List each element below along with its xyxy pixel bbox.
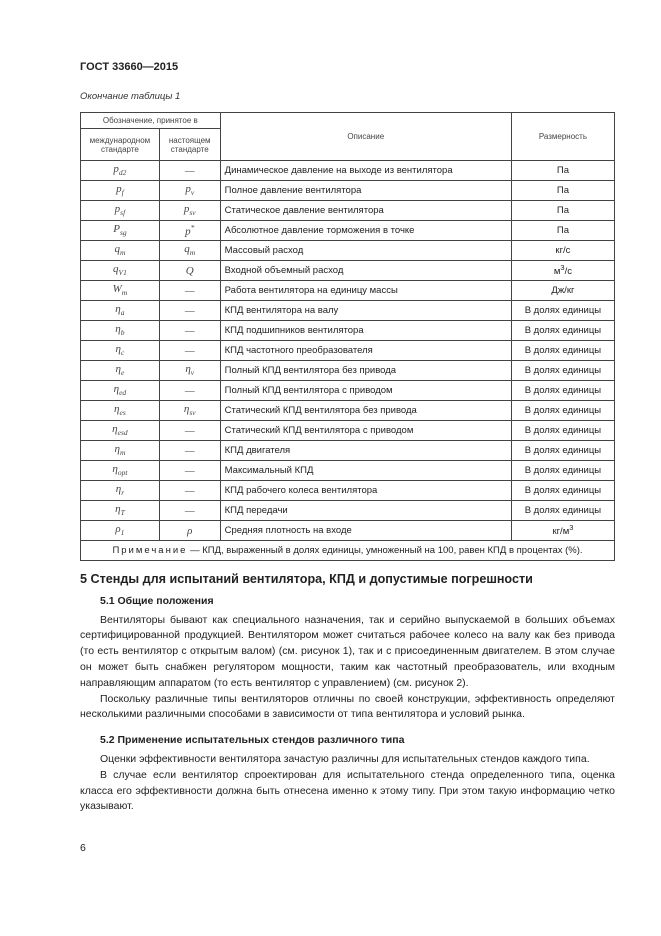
unit-suffix: /с [564, 266, 572, 278]
symbol-intl-base: η [112, 423, 118, 436]
col-header-unit: Размерность [511, 113, 614, 161]
symbol-intl-subscript: esd [117, 428, 128, 438]
table-row [81, 441, 615, 461]
table-row [81, 281, 615, 301]
symbol-intl-base: η [114, 443, 120, 456]
unit [511, 521, 614, 541]
section-5 [80, 572, 615, 815]
description: Абсолютное давление торможения в точке [220, 221, 511, 241]
symbol-intl-base: ρ [115, 523, 121, 536]
symbol-this-base: — [184, 284, 195, 297]
symbol-this-base: — [184, 444, 195, 457]
description: Полный КПД вентилятора с приводом [220, 381, 511, 401]
page-number: 6 [80, 842, 86, 854]
symbol-intl-base: η [112, 463, 118, 476]
table-row [81, 421, 615, 441]
symbol-this-standard [159, 401, 220, 421]
symbol-international [81, 381, 160, 401]
symbol-intl-subscript: sg [119, 228, 127, 238]
unit [511, 321, 614, 341]
symbol-international [81, 241, 160, 261]
symbol-this-base: p [185, 183, 191, 196]
unit [511, 221, 614, 241]
symbol-intl-subscript: d2 [118, 168, 127, 178]
paragraph: Вентиляторы бывают как специального назначения, так и серийно выпускаемой в больших объемах сертифицированной продукцией. Вентилятором может считаться рабочее колесо на валу как без привода (то есть вентилятор с открытым валом) (см. рисунок 1), так и с присоединенным двигателем. В этом случае он может быть снабжен регулятором мощности, таким как частотный преобразователь, или входным направляющим аппаратом (то есть вентилятор с управлением) (см. рисунок 2). [80, 613, 615, 689]
table-row [81, 521, 615, 541]
symbol-intl-subscript: c [120, 348, 125, 358]
description: Максимальный КПД [220, 461, 511, 481]
unit-text: Па [556, 185, 569, 196]
symbol-this-subscript: v [190, 368, 195, 378]
unit-text: В долях единицы [524, 465, 602, 476]
unit [511, 241, 614, 261]
description: КПД рабочего колеса вентилятора [220, 481, 511, 501]
description: Полное давление вентилятора [220, 181, 511, 201]
symbol-intl-base: p [113, 163, 119, 176]
table-row [81, 461, 615, 481]
symbol-intl-subscript: r [121, 488, 125, 498]
symbol-intl-subscript: V1 [118, 268, 127, 278]
symbol-this-standard [159, 321, 220, 341]
symbol-this-standard [159, 481, 220, 501]
symbol-intl-subscript: opt [117, 468, 128, 478]
unit-text: В долях единицы [524, 325, 602, 336]
table-note [81, 541, 615, 561]
symbol-this-base: — [184, 324, 195, 337]
symbol-international [81, 261, 160, 281]
unit-text: Па [556, 205, 569, 216]
unit [511, 361, 614, 381]
symbol-intl-base: q [114, 243, 120, 256]
symbol-this-base: — [184, 384, 195, 397]
unit-text: В долях единицы [524, 305, 602, 316]
unit [511, 301, 614, 321]
description: Динамическое давление на выходе из вентилятора [220, 161, 511, 181]
symbol-intl-subscript: es [119, 408, 126, 418]
symbol-international [81, 461, 160, 481]
symbol-intl-subscript: f [121, 188, 124, 198]
unit-text: кг/с [555, 245, 571, 256]
symbol-intl-subscript: T [120, 508, 125, 518]
symbol-international [81, 301, 160, 321]
symbol-this-standard [159, 241, 220, 261]
symbol-this-subscript: v [190, 188, 195, 198]
symbol-this-standard [159, 261, 220, 281]
unit [511, 441, 614, 461]
description: Входной объемный расход [220, 261, 511, 281]
symbol-this-base: p [183, 203, 190, 216]
symbol-this-standard [159, 501, 220, 521]
paragraph: Оценки эффективности вентилятора зачастую различны для испытательных стендов каждого типа. [100, 752, 590, 765]
symbol-this-base: — [184, 484, 195, 497]
symbol-intl-base: W [112, 283, 122, 296]
unit-text: В долях единицы [524, 345, 602, 356]
symbol-this-base: Q [185, 264, 194, 277]
symbol-international [81, 481, 160, 501]
symbols-table [80, 112, 615, 561]
paragraph: Поскольку различные типы вентиляторов отличны по своей конструкции, эффективность определяют несколькими различными способами в зависимости от типа вентилятора и условий рынка. [80, 692, 615, 721]
symbol-intl-base: P [113, 223, 120, 236]
unit [511, 421, 614, 441]
unit-text: В долях единицы [524, 425, 602, 436]
unit-text: кг/м [552, 526, 570, 538]
paragraph: В случае если вентилятор спроектирован для испытательного стенда определенного типа, оценка класса его эффективности должна быть отнесена именно к этому типу. При этом такую информацию четко указывают. [80, 768, 615, 813]
description: Статический КПД вентилятора без привода [220, 401, 511, 421]
table-row [81, 341, 615, 361]
symbol-international [81, 441, 160, 461]
symbol-international [81, 421, 160, 441]
symbol-this-base: — [184, 464, 195, 477]
symbol-this-standard [159, 301, 220, 321]
description: КПД передачи [220, 501, 511, 521]
symbol-international [81, 221, 160, 241]
symbol-this-base: p [185, 225, 191, 238]
unit [511, 401, 614, 421]
symbol-this-standard [159, 361, 220, 381]
unit [511, 161, 614, 181]
symbol-this-base: — [184, 344, 195, 357]
symbol-this-base: — [184, 164, 195, 177]
unit [511, 381, 614, 401]
symbol-intl-base: η [115, 363, 121, 376]
symbol-international [81, 341, 160, 361]
symbol-this-base: — [184, 304, 195, 317]
symbol-intl-base: p [114, 203, 121, 216]
unit [511, 201, 614, 221]
symbol-this-superscript: * [190, 223, 195, 233]
col-header-this-standard: настоящем стандарте [159, 129, 220, 161]
symbol-this-standard [159, 221, 220, 241]
symbol-international [81, 201, 160, 221]
symbol-international [81, 521, 160, 541]
symbol-international [81, 401, 160, 421]
symbol-intl-base: q [112, 263, 119, 276]
description: КПД частотного преобразователя [220, 341, 511, 361]
table-row [81, 161, 615, 181]
description: КПД двигателя [220, 441, 511, 461]
unit-text: Па [556, 225, 569, 236]
symbol-intl-subscript: m [121, 288, 128, 298]
unit-text: В долях единицы [524, 365, 602, 376]
symbol-international [81, 361, 160, 381]
symbol-intl-base: η [114, 403, 120, 416]
symbol-intl-subscript: b [120, 328, 125, 338]
symbol-intl-subscript: sf [120, 208, 126, 218]
symbol-this-standard [159, 281, 220, 301]
description: Полный КПД вентилятора без привода [220, 361, 511, 381]
description: Работа вентилятора на единицу массы [220, 281, 511, 301]
symbol-this-standard [159, 461, 220, 481]
symbol-intl-subscript: 1 [120, 528, 125, 538]
table-row [81, 501, 615, 521]
symbol-this-subscript: sv [189, 408, 196, 418]
unit-text: В долях единицы [524, 505, 602, 516]
table-row [81, 481, 615, 501]
unit [511, 501, 614, 521]
table-row [81, 201, 615, 221]
description: Статическое давление вентилятора [220, 201, 511, 221]
description: Средняя плотность на входе [220, 521, 511, 541]
unit [511, 341, 614, 361]
unit-superscript: 3 [569, 523, 574, 533]
symbol-this-base: ρ [187, 524, 193, 537]
table-row [81, 321, 615, 341]
symbol-this-standard [159, 441, 220, 461]
table-row [81, 221, 615, 241]
symbol-this-standard [159, 181, 220, 201]
table-row [81, 401, 615, 421]
unit [511, 461, 614, 481]
unit-superscript: 3 [560, 263, 565, 273]
symbol-intl-base: η [115, 483, 122, 496]
symbol-intl-subscript: e [120, 368, 125, 378]
symbol-this-base: q [184, 243, 190, 256]
unit-text: В долях единицы [524, 485, 602, 496]
symbol-international [81, 181, 160, 201]
note-label: Примечание [112, 545, 188, 556]
symbol-this-standard [159, 521, 220, 541]
table-caption: Окончание таблицы 1 [80, 91, 181, 102]
symbol-this-base: — [184, 504, 195, 517]
subsection-heading: 5.2 Применение испытательных стендов различного типа [100, 734, 405, 747]
symbol-international [81, 321, 160, 341]
symbol-international [81, 161, 160, 181]
symbol-this-standard [159, 421, 220, 441]
col-header-description: Описание [220, 113, 511, 161]
col-header-international: международном стандарте [81, 129, 160, 161]
unit-text: В долях единицы [524, 385, 602, 396]
description: КПД вентилятора на валу [220, 301, 511, 321]
symbol-intl-base: η [115, 323, 121, 336]
description: Статический КПД вентилятора с приводом [220, 421, 511, 441]
symbol-intl-base: p [116, 183, 122, 196]
table-row [81, 381, 615, 401]
symbol-this-standard [159, 161, 220, 181]
table-row [81, 301, 615, 321]
unit-text: В долях единицы [524, 405, 602, 416]
group-header: Обозначение, принятое в [81, 113, 221, 129]
symbol-this-base: — [184, 424, 195, 437]
unit [511, 281, 614, 301]
symbol-intl-base: η [115, 503, 121, 516]
symbol-intl-subscript: m [119, 448, 126, 458]
table-row [81, 181, 615, 201]
symbol-this-base: η [183, 403, 190, 416]
document-header: ГОСТ 33660—2015 [80, 61, 179, 73]
table-row [81, 361, 615, 381]
symbol-this-base: η [185, 363, 191, 376]
symbol-intl-base: η [115, 303, 121, 316]
description: Массовый расход [220, 241, 511, 261]
symbol-this-standard [159, 381, 220, 401]
unit-text: Дж/кг [551, 285, 575, 296]
section-heading: 5 Стенды для испытаний вентилятора, КПД и допустимые погрешности [80, 572, 533, 586]
unit [511, 181, 614, 201]
table-row [81, 261, 615, 281]
description: КПД подшипников вентилятора [220, 321, 511, 341]
symbol-this-standard [159, 341, 220, 361]
unit-text: Па [556, 165, 569, 176]
note-text: — КПД, выраженный в долях единицы, умноженный на 100, равен КПД в процентах (%). [187, 545, 583, 556]
table-row [81, 241, 615, 261]
symbol-international [81, 501, 160, 521]
symbol-international [81, 281, 160, 301]
symbol-intl-subscript: ed [119, 388, 127, 398]
symbol-intl-base: η [115, 343, 121, 356]
unit [511, 481, 614, 501]
unit-text: В долях единицы [524, 445, 602, 456]
symbol-this-standard [159, 201, 220, 221]
symbol-intl-base: η [113, 383, 120, 396]
symbol-intl-subscript: m [119, 248, 126, 258]
unit [511, 261, 614, 281]
unit-text: м [553, 266, 561, 278]
symbol-this-subscript: m [189, 248, 196, 258]
symbol-this-subscript: sv [189, 208, 196, 218]
subsection-heading: 5.1 Общие положения [100, 594, 214, 607]
symbol-intl-subscript: a [120, 308, 125, 318]
